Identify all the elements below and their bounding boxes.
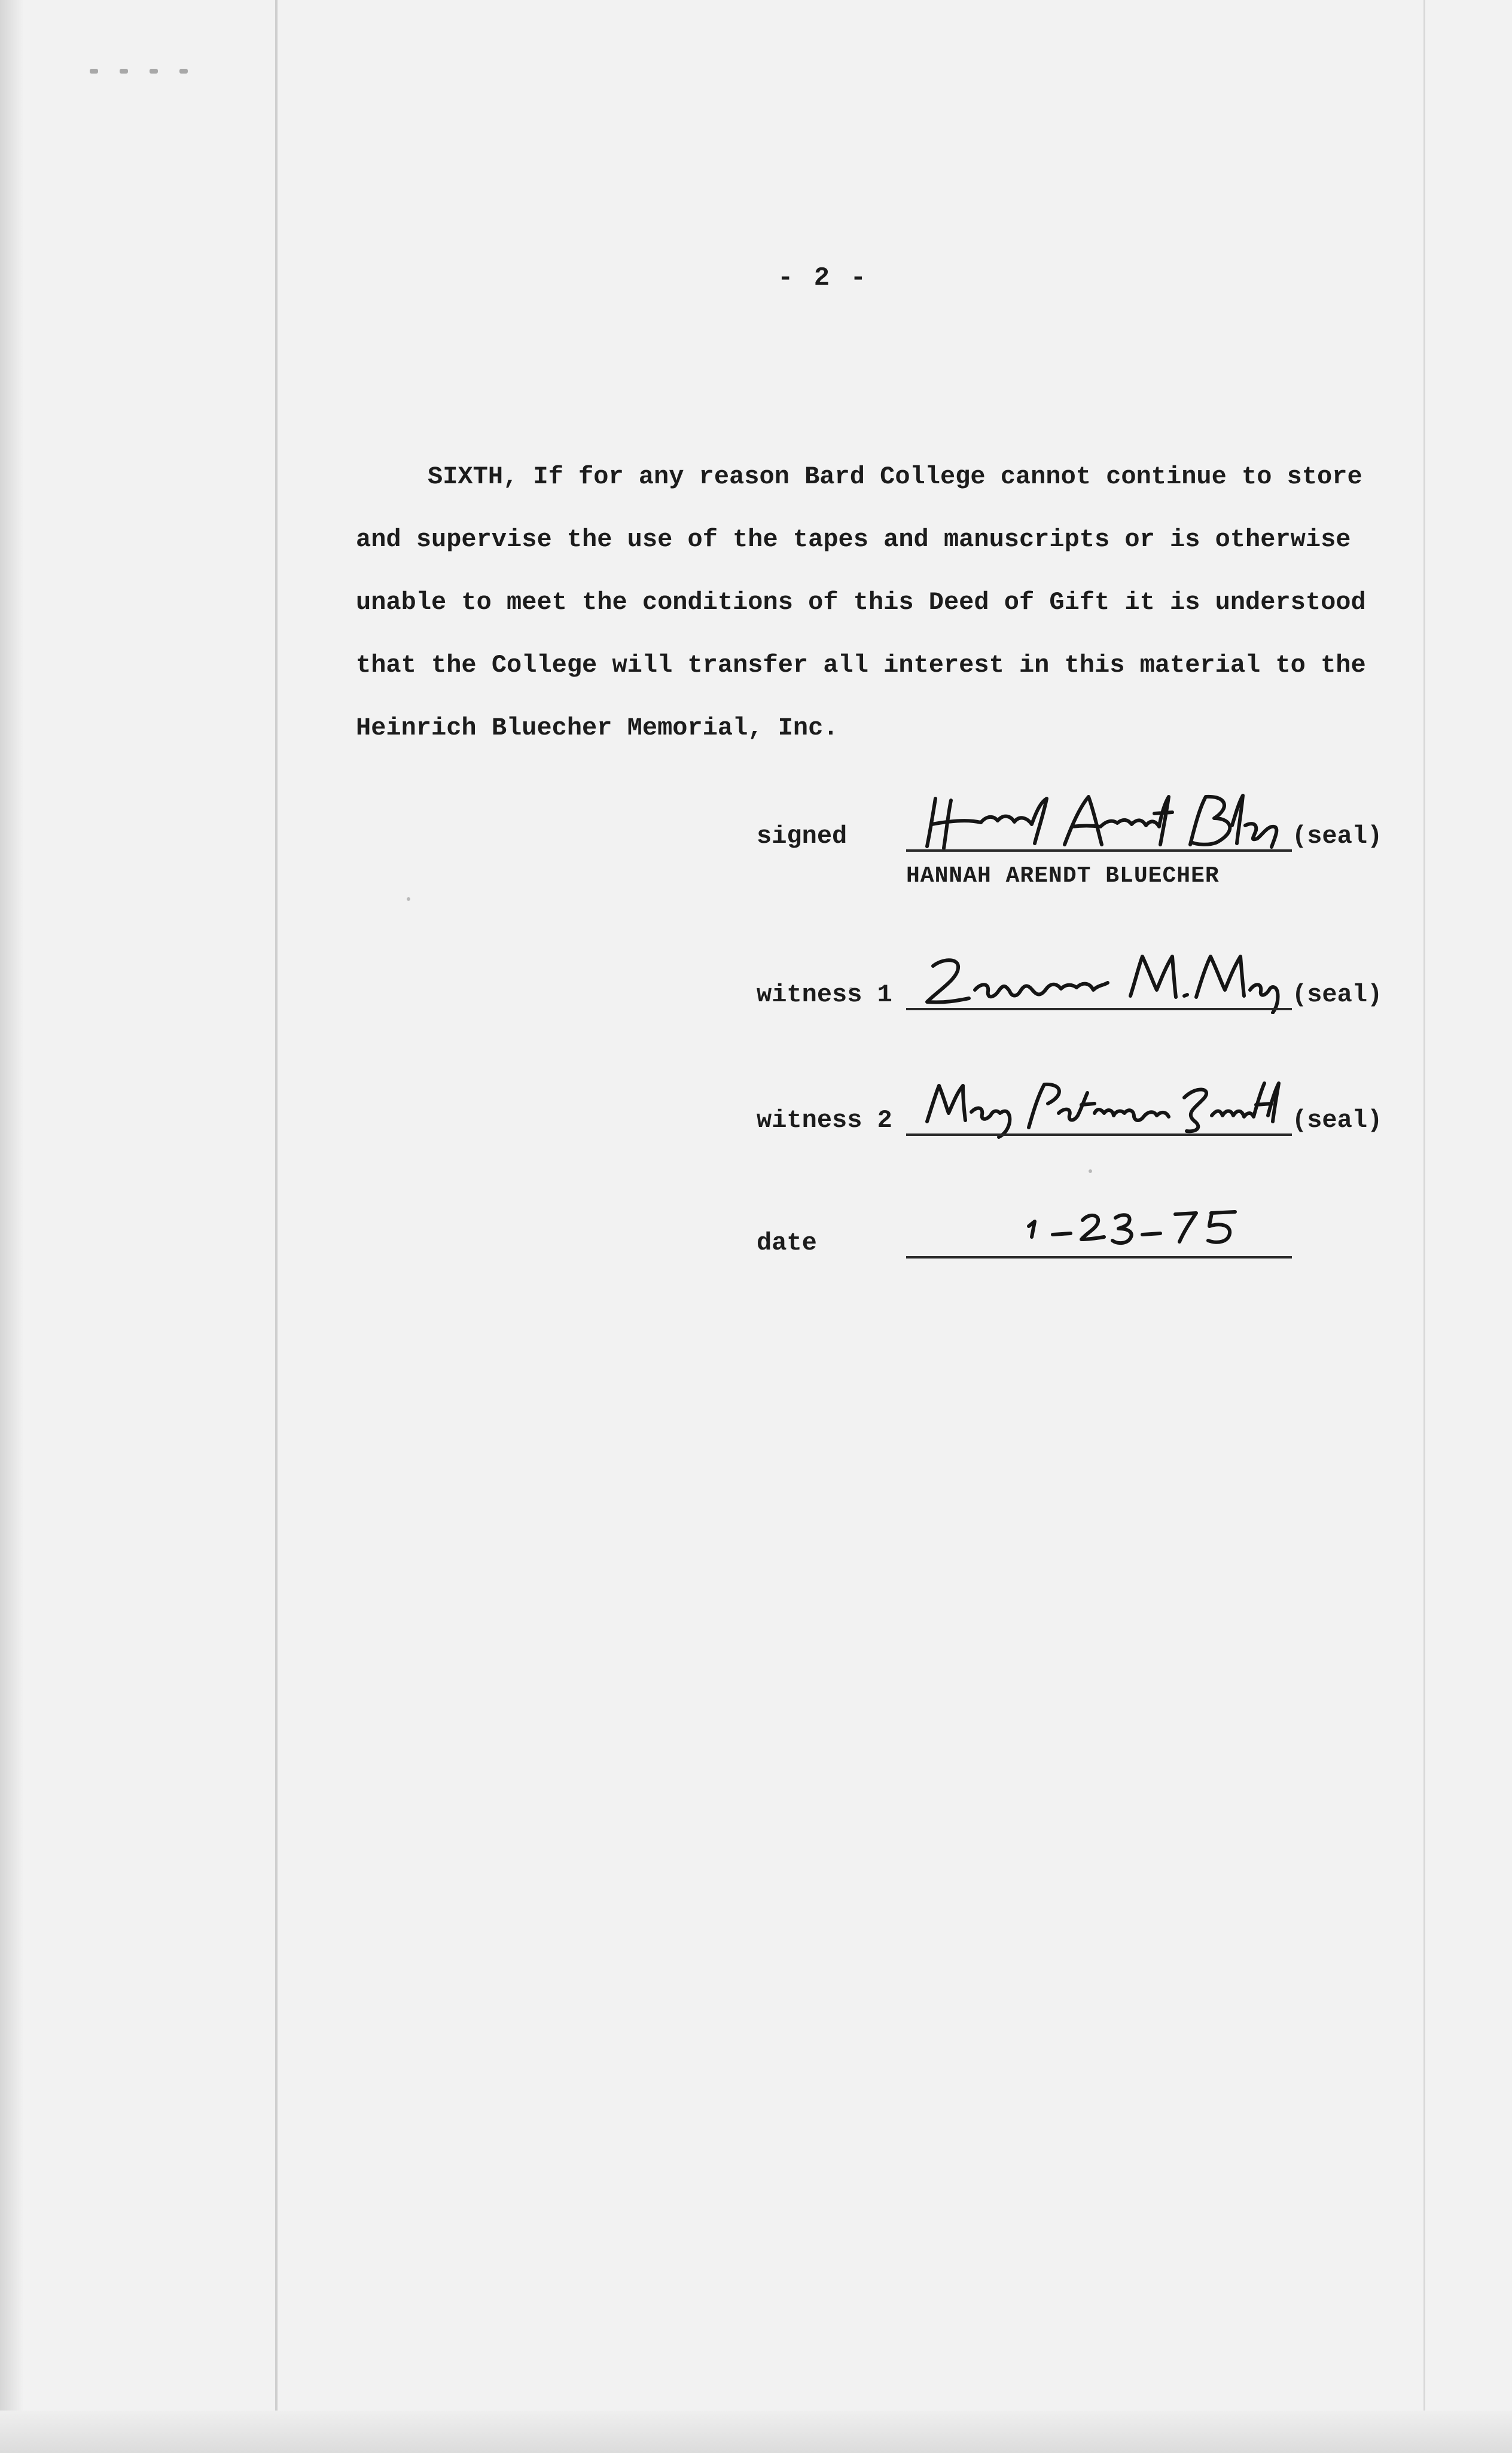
witness2-label: witness 2 [757, 1106, 892, 1135]
page-number: - 2 - [778, 263, 869, 293]
seal-label: (seal) [1292, 980, 1383, 1009]
left-margin-rule [275, 0, 278, 2453]
paper-speck [407, 897, 410, 901]
signature-mary-patricia-smith [915, 1074, 1286, 1139]
signature-hannah-arendt-bluecher [915, 790, 1286, 855]
witness1-label: witness 1 [757, 980, 892, 1009]
paragraph-line: SIXTH, If for any reason Bard College cannot continue to store [428, 462, 1362, 491]
right-margin-rule [1423, 0, 1425, 2453]
paragraph-line: unable to meet the conditions of this Deed of Gift it is understood [356, 588, 1366, 617]
signed-label: signed [757, 822, 848, 851]
witness2-row [757, 1080, 1391, 1145]
handwritten-date [909, 1195, 1295, 1255]
signature-lawrence-m-may [915, 948, 1286, 1014]
date-line [906, 1256, 1292, 1259]
signature-line [906, 849, 1292, 852]
paragraph-sixth [356, 446, 1385, 760]
page-edge-shadow [0, 0, 24, 2453]
date-row [757, 1202, 1391, 1268]
typed-signer-name: HANNAH ARENDT BLUECHER [906, 863, 1220, 889]
paragraph-line: that the College will transfer all interest in this material to the [356, 651, 1366, 679]
paragraph-line: and supervise the use of the tapes and manuscripts or is otherwise [356, 525, 1351, 554]
paper-speck [1089, 1169, 1092, 1173]
signature-line [906, 1008, 1292, 1010]
date-label: date [757, 1229, 817, 1257]
signed-row [757, 796, 1391, 861]
page-bottom-edge [0, 2411, 1512, 2453]
signature-line [906, 1133, 1292, 1136]
seal-label: (seal) [1292, 822, 1383, 851]
witness1-row [757, 954, 1391, 1020]
seal-label: (seal) [1292, 1106, 1383, 1135]
corner-punch-marks [90, 66, 221, 78]
paragraph-line: Heinrich Bluecher Memorial, Inc. [356, 714, 839, 742]
